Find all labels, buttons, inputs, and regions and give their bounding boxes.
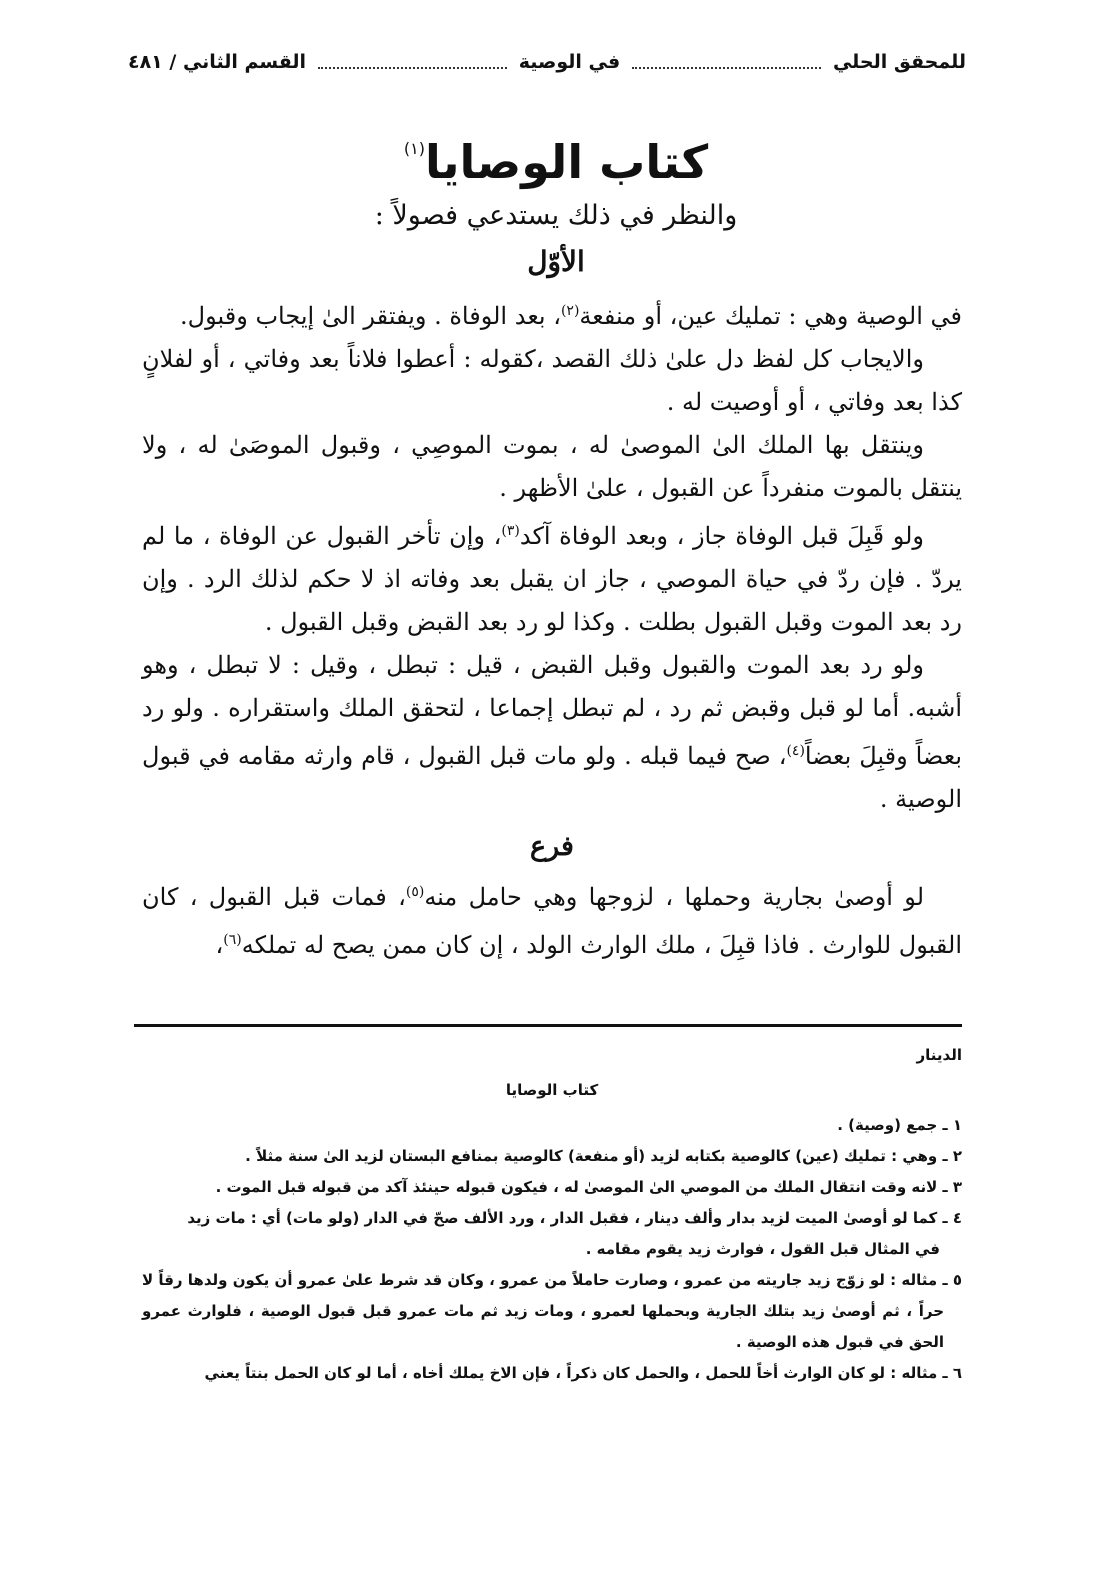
footnote: ١ ـ جمع (وصية) . <box>837 1116 962 1134</box>
paragraph-text: ولو رد بعد الموت والقبول وقبل القبض ، قيل : تبطل ، وقيل : لا تبطل ، وهو أشبه. أما لو قبل وقبض ثم رد ، لم تبطل إجماعا ، لتحقق الملك واستقراره . ولو رد بعضاً وقبِلَ بعضاً <box>142 651 962 770</box>
header-dotted-leader <box>318 67 507 69</box>
paragraph-text: ، صح فيما قبله . ولو مات قبل القبول ، قام وارثه مقامه في قبول الوصية . <box>142 742 962 813</box>
header-book-author: للمحقق الحلي <box>832 51 966 73</box>
header-page-number: القسم الثاني / ٤٨١ <box>127 51 307 73</box>
paragraph <box>142 510 962 644</box>
footnote: ٤ ـ كما لو أوصىٰ الميت لزيد بدار وألف دينار ، فقبل الدار ، ورد الألف صحّ في الدار (ولو مات) أي : مات زيد <box>187 1209 962 1227</box>
footnote-ref: (٤) <box>786 743 805 759</box>
footnote-divider <box>134 1024 962 1027</box>
paragraph <box>142 644 962 821</box>
footnote-continuation: في المثال قبل القول ، فوارث زيد يقوم مقامه . <box>585 1240 940 1258</box>
footnote: ٢ ـ وهي : تمليك (عين) كالوصية بكتابه لزيد (أو منفعة) كالوصية بمنافع البستان لزيد الىٰ سنة مثلاً . <box>245 1147 962 1165</box>
footnote-ref: (٢) <box>560 303 580 319</box>
running-header <box>128 44 966 80</box>
paragraph-text: ، <box>215 931 224 959</box>
footnote-ref: (٥) <box>405 884 425 900</box>
section-heading: الأوّل <box>527 245 585 278</box>
footnote-section-title: كتاب الوصايا <box>505 1081 599 1099</box>
paragraph-text: ، وإن تأخر القبول عن الوفاة ، ما لم يردّ . فإن ردّ في حياة الموصي ، جاز ان يقبل بعد وفاته اذ لا حكم لذلك الرد . وإن رد بعد الموت وقبل القبول بطلت . وكذا لو رد بعد القبض وقبل القبول . <box>142 522 962 636</box>
footnote-ref: (١) <box>403 139 425 158</box>
footnotes <box>142 1040 962 1389</box>
branch-heading: فرع <box>530 831 574 862</box>
paragraph-text: لو أوصىٰ بجارية وحملها ، لزوجها وهي حامل منه <box>424 883 925 911</box>
footnote-label: الدينار <box>916 1046 962 1064</box>
header-dotted-leader <box>632 67 821 69</box>
footnote: ٣ ـ لانه وقت انتقال الملك من الموصي الىٰ الموصىٰ له ، فيكون قبوله حينئذ آكد من قبوله قبل الموت . <box>215 1178 962 1196</box>
paragraph-text: ، فمات قبل القبول ، كان القبول للوارث . فاذا قبِلَ ، ملك الوارث الولد ، إن كان ممن يصح له تملكه <box>142 883 962 959</box>
header-chapter: في الوصية <box>518 51 621 73</box>
footnote-ref: (٦) <box>223 932 242 948</box>
paragraph: وينتقل بها الملك الىٰ الموصىٰ له ، بموت الموصِي ، وقبول الموصَىٰ له ، ولا ينتقل بالموت منفرداً عن القبول ، علىٰ الأظهر . <box>142 431 962 502</box>
book-title-text: كتاب الوصايا <box>424 135 709 189</box>
paragraph <box>142 871 962 967</box>
footnote-ref: (٣) <box>501 523 520 539</box>
footnote: ٥ ـ مثاله : لو زوّج زيد جاريته من عمرو ، وصارت حاملاً من عمرو ، وكان قد شرط علىٰ عمرو أن يكون ولدها رقاً لا حراً ، ثم أوصىٰ زيد بتلك الجارية وبحملها لعمرو ، ومات زيد ثم مات عمرو قبل قبول الوصية ، فلوارث عمرو الحق في قبول هذه الوصية . <box>142 1271 962 1351</box>
book-title <box>0 135 1112 189</box>
paragraph <box>142 290 962 338</box>
main-text <box>142 290 962 967</box>
paragraph: والايجاب كل لفظ دل علىٰ ذلك القصد ،كقوله : أعطوا فلاناً بعد وفاتي ، أو لفلانٍ كذا بعد وفاتي ، أو أوصيت له . <box>142 345 962 416</box>
paragraph-text: ، بعد الوفاة . ويفتقر الىٰ إيجاب وقبول. <box>180 302 561 330</box>
paragraph-text: في الوصية وهي : تمليك عين، أو منفعة <box>579 302 962 330</box>
subtitle: والنظر في ذلك يستدعي فصولاً : <box>374 200 738 231</box>
footnote: ٦ ـ مثاله : لو كان الوارث أخاً للحمل ، والحمل كان ذكراً ، فإن الاخ يملك أخاه ، أما لو كان الحمل بنتاً يعني <box>204 1364 962 1382</box>
paragraph-text: ولو قَبِلَ قبل الوفاة جاز ، وبعد الوفاة آكد <box>519 522 924 550</box>
